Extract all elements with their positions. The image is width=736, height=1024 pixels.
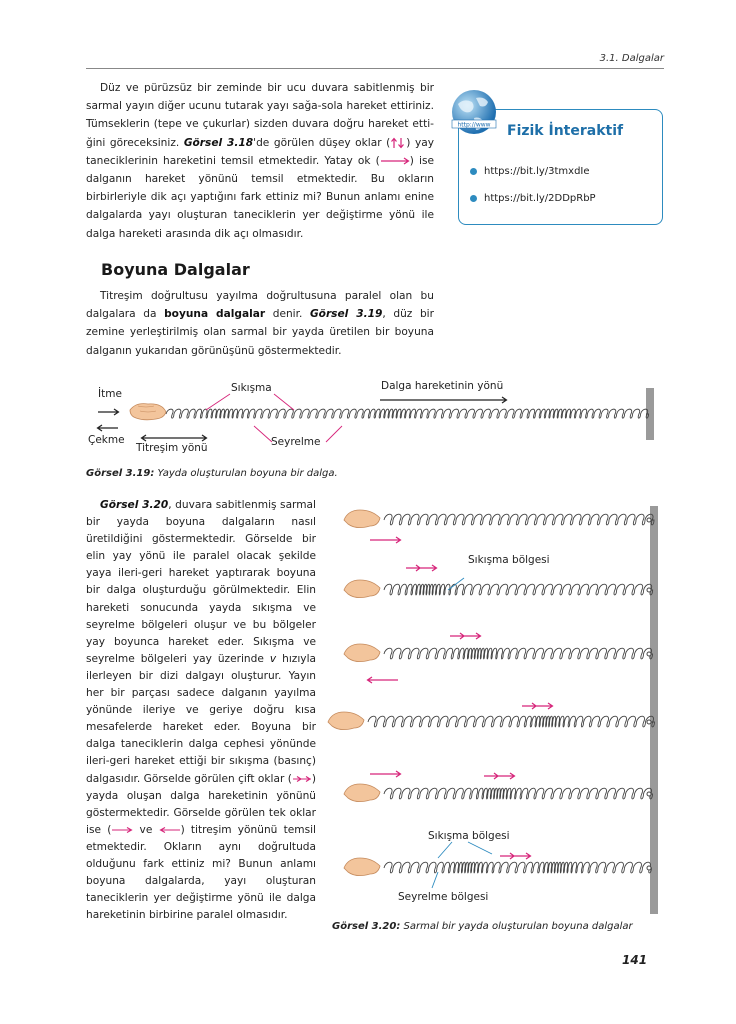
right-arrow-icon [111, 826, 133, 834]
caption-3-20 [332, 921, 633, 932]
intro-figure-ref: Görsel 3.18 [183, 136, 254, 149]
spring-anchor [647, 518, 651, 522]
sikisma-pointer [206, 394, 294, 410]
horizontal-arrow-icon [380, 157, 410, 165]
spring-anchor [647, 792, 651, 796]
spring-coil [166, 409, 649, 418]
left-arrow-icon [159, 826, 181, 834]
seyrelme-bolgesi-label: Seyrelme bölgesi [398, 891, 489, 903]
spring-anchor [647, 720, 651, 724]
right-arrow-icon [370, 537, 401, 543]
intro-text-b: 'de görülen düşey oklar ( [253, 136, 391, 149]
itme-label: İtme [98, 388, 122, 400]
wave-direction-label: Dalga hareketinin yönü [381, 380, 504, 392]
wave-direction-arrow-icon [380, 397, 507, 403]
wall [650, 506, 658, 914]
double-arrow-icon [522, 703, 553, 709]
spring-row [328, 703, 654, 730]
spring-anchor [647, 588, 651, 592]
intro-text-c: ) yay taneciklerinin hareketini temsil etmektedir. Yatay ok ( [86, 136, 434, 167]
sikisma-pointer-2 [438, 842, 492, 858]
spring-coil [384, 788, 652, 799]
spring-coil [384, 862, 651, 873]
body2-text-a: , duvara sabitlenmiş sarmal bir yayda boyuna dalgaların nasıl üretildiğini göstermektedir. Görselde bir elin yay yönü ile paralel olacak şekilde yaya ileri-geri hareket yaptırarak boyuna bir dalga oluşturduğu görülmektedir. Elin hareketi sonucunda yayda sıkışma ve seyrelme bölgeleri oluşur ve bu bölgeler yay boyunca hareket eder. Sıkışma ve seyrelme bölgeleri yay üzerinde [86, 499, 316, 665]
section-text-a: Titreşim doğrultusu yayılma doğrultusuna paralel olan bu dalgalara da [86, 290, 434, 321]
hand-icon [130, 404, 166, 420]
sikisma-bolgesi-label-1: Sıkışma bölgesi [468, 554, 550, 566]
link-item[interactable] [470, 166, 590, 177]
left-arrow-icon [368, 677, 399, 683]
link-text-2[interactable]: https://bit.ly/2DDpRbP [484, 193, 596, 204]
titresim-label: Titreşim yönü [136, 442, 208, 454]
fizik-interaktif-title: Fizik İnteraktif [507, 123, 624, 139]
hand-icon [344, 510, 380, 528]
section-text-b: denir. [265, 308, 310, 321]
spring-coil [368, 716, 654, 727]
cekme-label: Çekme [88, 434, 125, 446]
itme-arrow-icon [98, 409, 119, 415]
seyrelme-label: Seyrelme [271, 436, 321, 448]
section-heading: Boyuna Dalgalar [101, 260, 250, 279]
titresim-arrow-icon [142, 435, 207, 441]
double-arrow-icon [292, 775, 312, 783]
section-term: boyuna dalgalar [164, 308, 266, 321]
double-arrow-icon [406, 565, 437, 571]
globe-label: http://www [457, 121, 491, 129]
intro-text-a: Düz ve pürüzsüz bir zeminde bir ucu duvara sabitlenmiş bir sarmal yayın diğer ucunu tutarak yayı sağa-sola hareket ettiriniz. Tümseklerin (tepe ve çukurlar) sizden duvara doğru hareket etti-ğini göreceksiniz. [86, 82, 434, 149]
caption-3-20-text: Sarmal bir yayda oluşturulan boyuna dalgalar [403, 921, 633, 932]
caption-3-19-text: Yayda oluşturulan boyuna bir dalga. [157, 468, 338, 479]
section-paragraph [86, 287, 434, 360]
hand-icon [344, 784, 380, 802]
intro-text-d: ) ise dalganın hareket yönünü temsil etmektedir. Bu okların birbirleriyle dik açı yaptığını fark ettiniz mi? Bunun anlamı enine dalgalarda yayı oluşturan taneciklerin yer değiştirme yönü ile dalga hareketi arasında dik açı olmasıdır. [86, 154, 434, 240]
spring-anchor [647, 866, 651, 870]
body2-figure-ref: Görsel 3.20 [100, 499, 169, 511]
spring-anchor [647, 652, 651, 656]
hand-icon [344, 644, 380, 662]
vertical-arrows-icon [390, 137, 406, 149]
spring-row [344, 853, 651, 876]
spring-row [344, 771, 652, 802]
spring-coil [384, 584, 653, 595]
cekme-arrow-icon [98, 425, 119, 431]
double-arrow-icon [484, 773, 515, 779]
header-rule [86, 68, 664, 69]
double-arrow-icon [500, 853, 531, 859]
velocity-symbol: v [269, 652, 277, 665]
spring-row [344, 633, 652, 683]
body2-text-c: ) yayda oluşan dalga hareketinin yönünü göstermektedir. Görselde görülen tek oklar ise ( [86, 772, 316, 836]
hand-icon [328, 712, 364, 730]
caption-3-20-label: Görsel 3.20: [332, 921, 401, 932]
body2-ve: ve [139, 823, 153, 836]
link-item[interactable] [470, 193, 596, 204]
caption-3-19 [86, 468, 338, 479]
double-arrow-icon [450, 633, 481, 639]
section-figure-ref: Görsel 3.19 [309, 308, 383, 321]
spring-coil [384, 648, 652, 659]
sikisma-bolgesi-label-2: Sıkışma bölgesi [428, 830, 510, 842]
globe-icon [444, 88, 506, 140]
spring-coil [384, 514, 654, 525]
sikisma-label: Sıkışma [231, 382, 272, 394]
running-header: 3.1. Dalgalar [599, 53, 664, 64]
hand-icon [344, 858, 380, 876]
section-text-c: , düz bir zemine yerleştirilmiş olan sarmal bir yayda üretilen bir boyuna dalganın yukarıdan görünüşünü göstermektedir. [86, 308, 434, 357]
body2-text-b: hızıyla ilerleyen bir dizi dalgayı oluşturur. Yayın her bir parçası sadece dalganın yayılma yönünde ileriye ve geriye doğru kısa mesafelerde hareket eder. Boyuna bir dalga taneciklerin dalga cephesi yönünde ileri-geri hareket ettiği bir sıkışma (basınç) dalgasıdır. Görselde görülen çift oklar ( [86, 652, 316, 785]
page-number: 141 [622, 953, 648, 967]
seyrelme-pointer [432, 872, 438, 888]
link-text-1[interactable]: https://bit.ly/3tmxdIe [484, 166, 590, 177]
spring-row [344, 510, 654, 543]
caption-3-19-label: Görsel 3.19: [86, 468, 155, 479]
body-paragraph-2 [86, 497, 316, 924]
right-arrow-icon [370, 771, 401, 777]
spring-row [344, 565, 653, 598]
intro-paragraph [86, 79, 434, 243]
hand-icon [344, 580, 380, 598]
bullet-icon [470, 195, 477, 202]
body2-text-d: ) titreşim yönünü temsil etmektedir. Okların aynı doğrultuda olduğunu fark ettiniz mi? Bunun anlamı boyuna dalgalarda, yayı oluşturan taneciklerin yer değiştirme yönü ile dalga hareketinin birbirine paralel olmasıdır. [86, 823, 316, 922]
bullet-icon [470, 168, 477, 175]
